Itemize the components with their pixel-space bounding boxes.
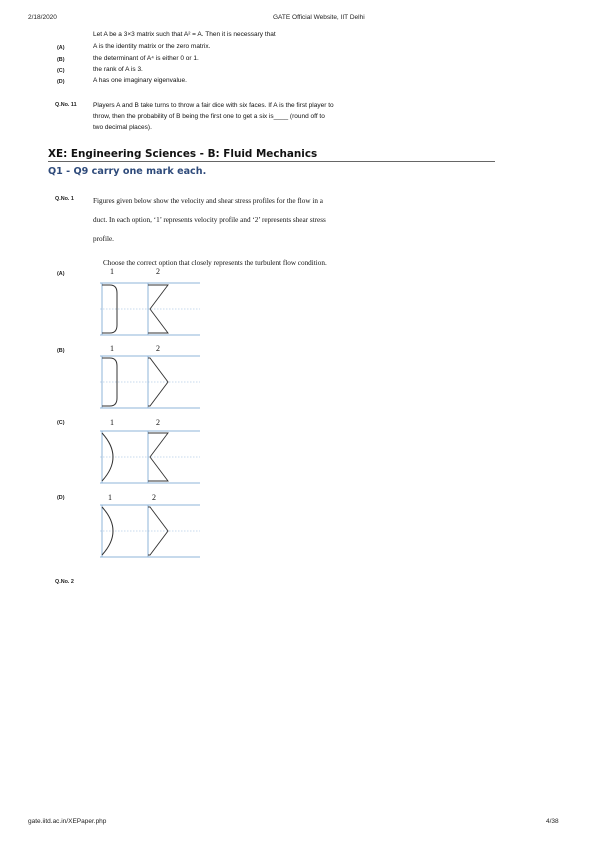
q1-line: Figures given below show the velocity and shear stress profiles for the flow in a xyxy=(93,197,323,205)
option-label: (C) xyxy=(57,420,65,426)
option-label: (C) xyxy=(57,68,65,74)
option-label: (D) xyxy=(57,495,65,501)
option-text: the determinant of A⁴ is either 0 or 1. xyxy=(93,55,199,62)
prev-question-stem: Let A be a 3×3 matrix such that A² = A. Then it is necessary that xyxy=(93,31,276,38)
profile-1-label: 1 xyxy=(110,418,114,427)
profile-1-label: 1 xyxy=(110,344,114,353)
profile-1-label: 1 xyxy=(108,493,112,502)
option-d-figure xyxy=(98,505,202,561)
section-subtitle: Q1 - Q9 carry one mark each. xyxy=(48,166,207,177)
q1-text xyxy=(93,192,463,249)
print-date: 2/18/2020 xyxy=(28,14,57,21)
section-divider xyxy=(48,161,495,162)
profile-2-label: 2 xyxy=(152,493,156,502)
option-label: (B) xyxy=(57,57,65,63)
q11-text xyxy=(93,100,453,133)
option-a-figure xyxy=(98,283,202,339)
section-title: XE: Engineering Sciences - B: Fluid Mechanics xyxy=(48,148,318,160)
option-text: A has one imaginary eigenvalue. xyxy=(93,77,187,84)
option-text: A is the identity matrix or the zero matrix. xyxy=(93,43,211,50)
site-title: GATE Official Website, IIT Delhi xyxy=(273,14,365,21)
profile-2-label: 2 xyxy=(156,344,160,353)
option-label: (A) xyxy=(57,45,65,51)
option-label: (D) xyxy=(57,79,65,85)
profile-2-label: 2 xyxy=(156,267,160,276)
page-number: 4/38 xyxy=(546,818,559,825)
question-number: Q.No. 11 xyxy=(55,102,77,108)
profile-2-label: 2 xyxy=(156,418,160,427)
q1-line: duct. In each option, ‘1’ represents velocity profile and ‘2’ represents shear stress xyxy=(93,216,326,224)
footer-url[interactable]: gate.iitd.ac.in/XEPaper.php xyxy=(28,818,107,825)
profile-1-label: 1 xyxy=(110,267,114,276)
option-label: (A) xyxy=(57,271,65,277)
q11-line: Players A and B take turns to throw a fair dice with six faces. If A is the first player to xyxy=(93,102,334,109)
option-label: (B) xyxy=(57,348,65,354)
q1-prompt: Choose the correct option that closely represents the turbulent flow condition. xyxy=(103,259,327,267)
question-number: Q.No. 2 xyxy=(55,579,74,585)
question-number: Q.No. 1 xyxy=(55,196,74,202)
option-b-figure xyxy=(98,356,202,412)
q11-line: throw, then the probability of B being the first one to get a six is____ (round off to xyxy=(93,113,325,120)
option-text: the rank of A is 3. xyxy=(93,66,143,73)
q1-line: profile. xyxy=(93,235,114,243)
option-c-figure xyxy=(98,431,202,487)
q11-line: two decimal places). xyxy=(93,124,152,131)
